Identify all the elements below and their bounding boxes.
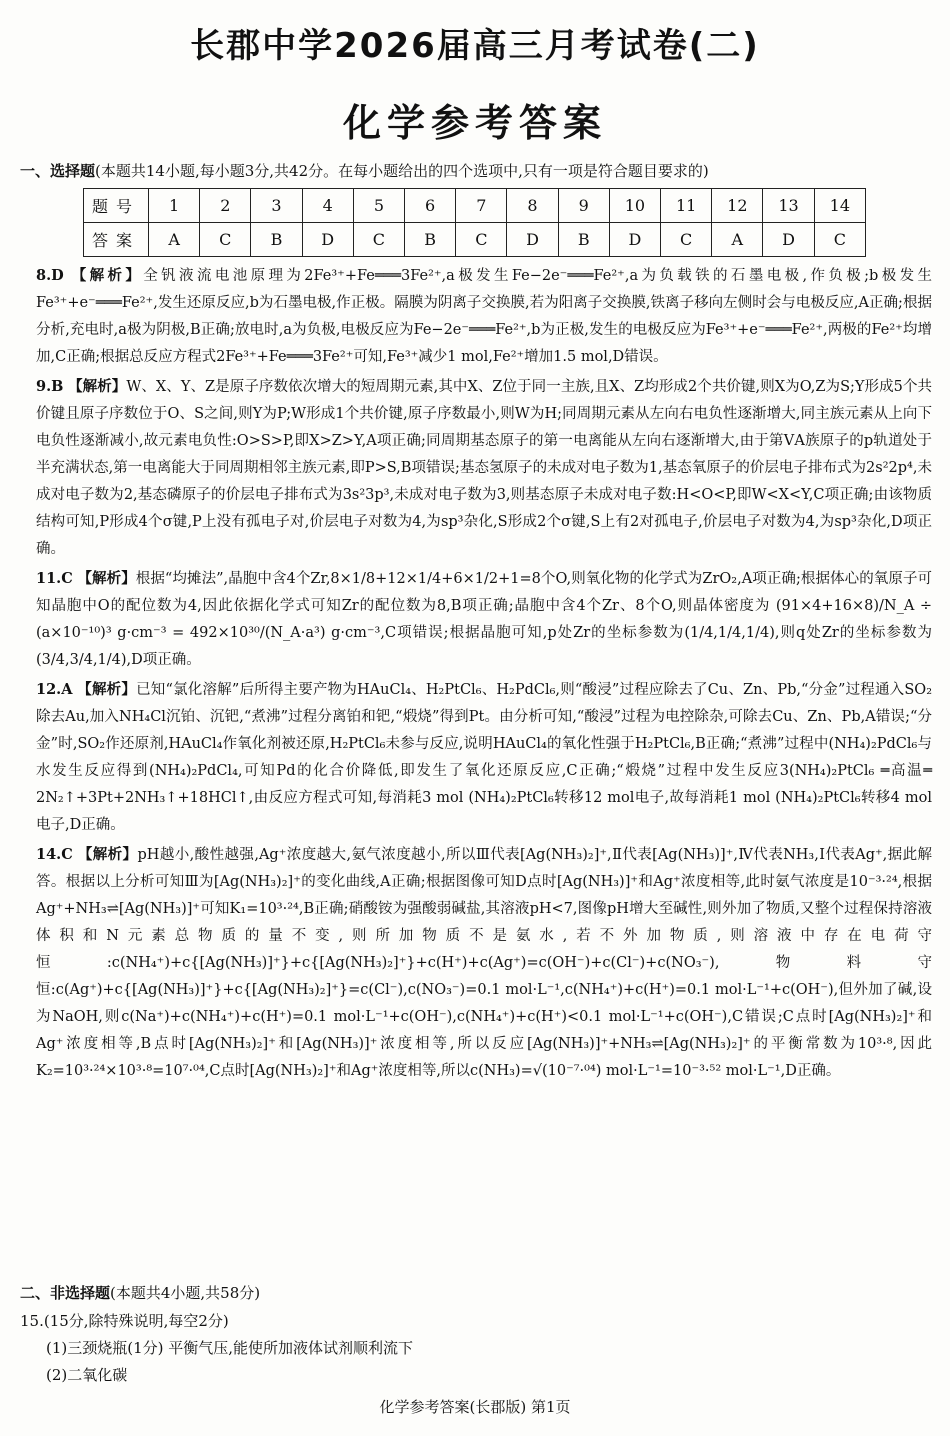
explanation-number: 11.C [36,570,73,587]
question-number: 10 [609,189,660,223]
question-number: 4 [302,189,353,223]
analysis-tag: 【解析】 [71,268,144,284]
row-label-answer: 答案 [84,223,149,257]
question-number: 5 [353,189,404,223]
question-number: 6 [405,189,456,223]
question-15-title: 15.(15分,除特殊说明,每空2分) [20,1312,229,1330]
answer-cell: C [353,223,404,257]
question-number: 14 [814,189,865,223]
question-number: 8 [507,189,558,223]
question-number: 9 [558,189,609,223]
explanation-9 [36,373,932,563]
section1-note: (本题共14小题,每小题3分,共42分。在每小题给出的四个选项中,只有一项是符合题目要求的) [95,162,709,180]
section2-heading [20,1282,260,1303]
section2-label: 二、非选择题 [20,1284,111,1302]
answer-cell: D [507,223,558,257]
answer-cell: B [558,223,609,257]
answer-cell: A [149,223,200,257]
question-15 [20,1308,413,1389]
explanation-text: W、X、Y、Z是原子序数依次增大的短周期元素,其中X、Z位于同一主族,且X、Z均形成2个共价键,则X为O,Z为S;Y形成5个共价键且原子序数位于O、S之间,则Y为P;W形成1个共价键,原子序数最小,则W为H;同周期元素从左向右电负性逐渐增大,同主族元素从上向下电负性逐渐减小,故元素电负性:O>S>P,即X>Z>Y,A项正确;同周期基态原子的第一电离能从左向右逐渐增大,由于第ⅤA族原子的p轨道处于半充满状态,第一电离能大于同周期相邻主族元素,即P>S,B项错误;基态氢原子的未成对电子数为1,基态氧原子的价层电子排布式为2s²2p⁴,未成对电子数为2,基态磷原子的价层电子排布式为3s²3p³,未成对电子数为3,则基态原子未成对电子数:H<O<P,即W<X<Y,C项正确;由该物质结构可知,P形成4个σ键,P上没有孤电子对,价层电子对数为4,为sp³杂化,S形成2个σ键,S上有2对孤电子,价层电子对数为4,为sp³杂化,D项正确。 [36,379,933,557]
answer-table [83,188,866,257]
answer-cell: C [661,223,712,257]
answer-cell: B [405,223,456,257]
section1-heading [20,160,709,181]
explanation-text: 根据“均摊法”,晶胞中含4个Zr,8×1/8+12×1/4+6×1/2+1=8个O,则氧化物的化学式为ZrO₂,A项正确;根据体心的氧原子可知晶胞中O的配位数为4,因此依据化学式可知Zr的配位数为8,B项正确;晶胞中含4个Zr、8个O,则晶体密度为 (91×4+16×8)/N_A ÷ (a×10⁻¹⁰)³ g·cm⁻³ = 492×10³⁰/(N_A·a³) g·cm⁻³,C项错误;根据晶胞可知,p处Zr的坐标参数为(1/4,1/4,1/4),则q处Zr的坐标参数为(3/4,3/4,1/4),D项正确。 [36,571,933,668]
explanation-number: 9.B [36,378,64,395]
question-number: 12 [712,189,763,223]
analysis-tag: 【解析】 [77,847,138,863]
answer-cell: D [302,223,353,257]
answer-cell: B [251,223,302,257]
explanation-text: 全钒液流电池原理为2Fe³⁺+Fe═══3Fe²⁺,a极发生Fe−2e⁻═══Fe²⁺,a为负载铁的石墨电极,作负极;b极发生Fe³⁺+e⁻═══Fe²⁺,发生还原反应,b为石墨电极,作正极。隔膜为阴离子交换膜,若为阳离子交换膜,铁离子移向左侧时会与电极反应,A正确;根据分析,充电时,a极为阴极,B正确;放电时,a为负极,电极反应为Fe−2e⁻═══Fe²⁺,b为正极,发生的电极反应为Fe³⁺+e⁻═══Fe²⁺,两极的Fe²⁺均增加,C正确;根据总反应方程式2Fe³⁺+Fe═══3Fe²⁺可知,Fe³⁺减少1 mol,Fe²⁺增加1.5 mol,D错误。 [36,268,932,365]
explanation-14 [36,841,932,1085]
explanation-text: pH越小,酸性越强,Ag⁺浓度越大,氨气浓度越小,所以Ⅲ代表[Ag(NH₃)₂]⁺,Ⅱ代表[Ag(NH₃)]⁺,Ⅳ代表NH₃,Ⅰ代表Ag⁺,据此解答。根据以上分析可知Ⅲ为[Ag(NH₃)₂]⁺的变化曲线,A正确;根据图像可知D点时[Ag(NH₃)]⁺和Ag⁺浓度相等,此时氨气浓度是10⁻³·²⁴,根据Ag⁺+NH₃⇌[Ag(NH₃)]⁺可知K₁=10³·²⁴,B正确;硝酸铵为强酸弱碱盐,其溶液pH<7,图像pH增大至碱性,则外加了物质,又整个过程保持溶液体积和N元素总物质的量不变,则所加物质不是氨水,若不外加物质,则溶液中存在电荷守恒:c(NH₄⁺)+c{[Ag(NH₃)]⁺}+c{[Ag(NH₃)₂]⁺}+c(H⁺)+c(Ag⁺)=c(OH⁻)+c(Cl⁻)+c(NO₃⁻),物料守恒:c(Ag⁺)+c{[Ag(NH₃)]⁺}+c{[Ag(NH₃)₂]⁺}=c(Cl⁻),c(NO₃⁻)=0.1 mol·L⁻¹,c(NH₄⁺)+c(H⁺)=0.1 mol·L⁻¹+c(OH⁻),但外加了碱,设为NaOH,则c(Na⁺)+c(NH₄⁺)+c(H⁺)=0.1 mol·L⁻¹+c(OH⁻),c(NH₄⁺)+c(H⁺)<0.1 mol·L⁻¹+c(OH⁻),C错误;C点时[Ag(NH₃)₂]⁺和Ag⁺浓度相等,B点时[Ag(NH₃)₂]⁺和[Ag(NH₃)]⁺浓度相等,所以反应[Ag(NH₃)]⁺+NH₃⇌[Ag(NH₃)₂]⁺的平衡常数为10³·⁸,因此K₂=10³·²⁴×10³·⁸=10⁷·⁰⁴,C点时[Ag(NH₃)₂]⁺和Ag⁺浓度相等,所以c(NH₃)=√(10⁻⁷·⁰⁴) mol·L⁻¹=10⁻³·⁵² mol·L⁻¹,D正确。 [36,847,933,1079]
explanation-11 [36,565,932,674]
question-number: 11 [661,189,712,223]
analysis-tag: 【解析】 [77,571,136,587]
question-15-part-2: (2)二氧化碳 [46,1366,128,1384]
answer-cell: C [200,223,251,257]
section2-note: (本题共4小题,共58分) [110,1284,261,1302]
explanation-text: 已知“氯化溶解”后所得主要产物为HAuCl₄、H₂PtCl₆、H₂PdCl₆,则“酸浸”过程应除去了Cu、Zn、Pb,“分金”过程通入SO₂除去Au,加入NH₄Cl沉铂、沉钯,“煮沸”过程分离铂和钯,“煅烧”得到Pt。由分析可知,“酸浸”过程为电控除杂,可除去Cu、Zn、Pb,A错误;“分金”时,SO₂作还原剂,HAuCl₄作氧化剂被还原,H₂PtCl₆未参与反应,说明HAuCl₄的氧化性强于H₂PtCl₆,B正确;“煮沸”过程中(NH₄)₂PdCl₆与水发生反应得到(NH₄)₂PdCl₄,可知Pd的化合价降低,即发生了氧化还原反应,C正确;“煅烧”过程中发生反应3(NH₄)₂PtCl₆ ═高温═ 2N₂↑+3Pt+2NH₃↑+18HCl↑,由反应方程式可知,每消耗3 mol (NH₄)₂PtCl₆转移12 mol电子,故每消耗1 mol (NH₄)₂PtCl₆转移4 mol电子,D正确。 [36,682,933,833]
explanations [36,262,932,1087]
answer-table-number-row [84,189,866,223]
analysis-tag: 【解析】 [68,379,127,395]
question-number: 3 [251,189,302,223]
analysis-tag: 【解析】 [77,682,137,698]
page-footer: 化学参考答案(长郡版) 第1页 [379,1398,571,1416]
question-15-part-1: (1)三颈烧瓶(1分) 平衡气压,能使所加液体试剂顺利流下 [46,1339,414,1357]
answer-cell: C [456,223,507,257]
answer-table-answer-row [84,223,866,257]
exam-title: 长郡中学2026届高三月考试卷(二) [190,26,760,66]
explanation-8 [36,262,932,371]
question-number: 13 [763,189,814,223]
answer-title: 化学参考答案 [342,101,607,145]
explanation-number: 8.D [36,267,64,284]
answer-cell: C [814,223,865,257]
question-number: 7 [456,189,507,223]
question-number: 1 [149,189,200,223]
question-number: 2 [200,189,251,223]
explanation-12 [36,676,932,839]
section1-label: 一、选择题 [20,162,96,180]
explanation-number: 12.A [36,681,73,698]
answer-cell: D [609,223,660,257]
row-label-number: 题号 [84,189,149,223]
answer-cell: A [712,223,763,257]
explanation-number: 14.C [36,846,73,863]
answer-cell: D [763,223,814,257]
